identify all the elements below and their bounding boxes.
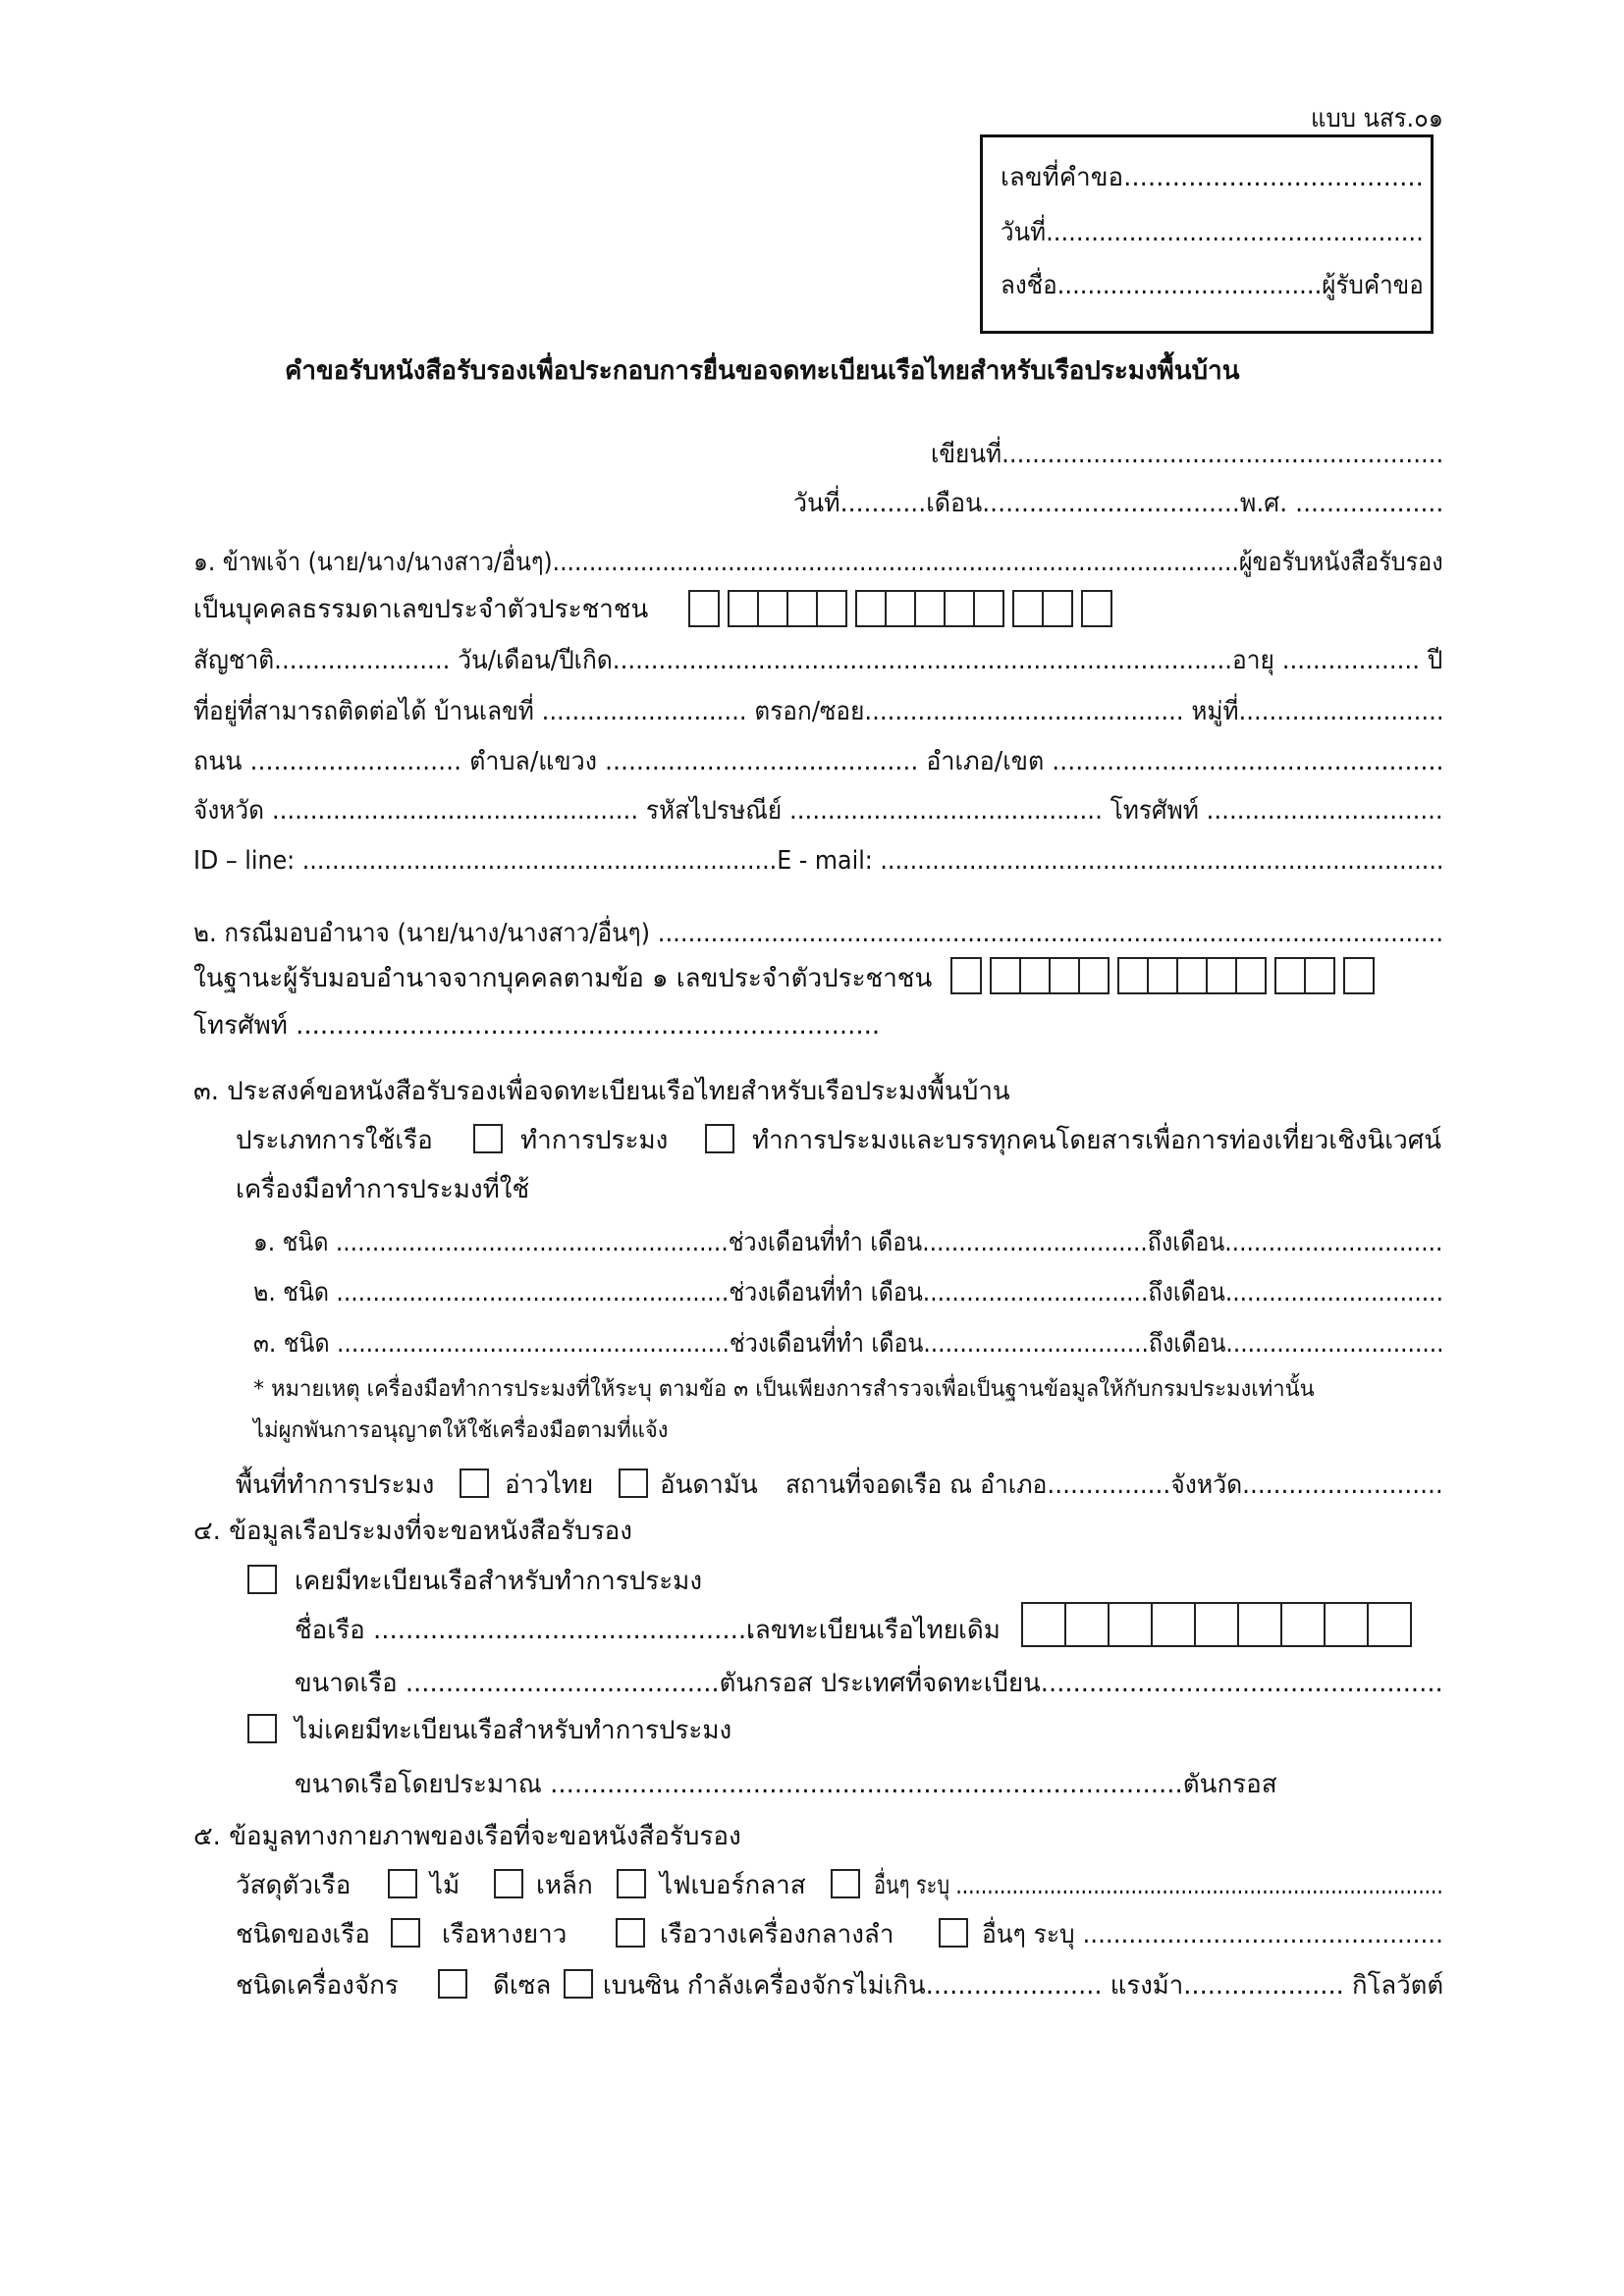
receiver-signature-field[interactable]: ลงชื่อ...................................ผู้รับคำขอ [1001,271,1424,300]
id-cell[interactable] [1274,957,1306,994]
s5-material-steel-checkbox[interactable] [494,1869,523,1898]
reg-cell[interactable] [1237,1602,1282,1647]
s3-usage-fishing-checkbox[interactable] [473,1124,503,1153]
form-code: แบบ นสร.๐๑ [1311,104,1444,133]
id-cell[interactable] [855,590,887,627]
form-title: คำขอรับหนังสือรับรองเพื่อประกอบการยื่นขอจดทะเบียนเรือไทยสำหรับเรือประมงพื้นบ้าน [285,356,1240,386]
id-cell[interactable] [914,590,946,627]
reg-cell[interactable] [1324,1602,1369,1647]
s3-usage-label: ประเภทการใช้เรือ [236,1126,433,1155]
s5-type-midengine-label: เรือวางเครื่องกลางลำ [660,1920,894,1949]
s3-heading: ๓. ประสงค์ขอหนังสือรับรองเพื่อจดทะเบียนเรือไทยสำหรับเรือประมงพื้นบ้าน [193,1077,1010,1106]
s5-material-steel-label: เหล็ก [536,1871,593,1900]
s4-unregistered-checkbox[interactable] [247,1714,277,1743]
id-cell[interactable] [1019,957,1051,994]
s4-old-reg-label: เลขทะเบียนเรือไทยเดิม [746,1616,1001,1645]
s4-heading: ๔. ข้อมูลเรือประมงที่จะขอหนังสือรับรอง [193,1517,632,1546]
s3-mooring-location[interactable]: สถานที่จอดเรือ ณ อำเภอ................จังหวัด.......................... [785,1470,1443,1500]
s1-address-line1[interactable]: ที่อยู่ที่สามารถติดต่อได้ บ้านเลขที่ ........................... ตรอก/ซอย.......................................... หมู่ที่........................... [193,697,1444,726]
s5-material-other-field[interactable]: อื่นๆ ระบุ .............................................................................. [874,1871,1443,1900]
reg-cell[interactable] [1021,1602,1066,1647]
reg-cell[interactable] [1151,1602,1196,1647]
s1-address-line2[interactable]: ถนน ........................... ตำบล/แขวง ........................................ อำเภอ/เขต .................................................. [193,747,1444,776]
s5-boat-type-label: ชนิดของเรือ [236,1920,370,1949]
s3-area-andaman-label: อันดามัน [660,1470,758,1500]
s5-engine-label: ชนิดเครื่องจักร [236,1971,399,2001]
written-at-field[interactable]: เขียนที่.......................................................... [931,440,1444,469]
s2-proxy-name[interactable]: ๒. กรณีมอบอำนาจ (นาย/นาง/นางสาว/อื่นๆ) ........................................................................................................ [193,919,1444,948]
s3-usage-tourism-label: ทำการประมงและบรรทุกคนโดยสารเพื่อการท่องเที่ยวเชิงนิเวศน์ [752,1126,1441,1155]
s1-id-number-grid[interactable] [690,590,1122,627]
id-cell[interactable] [816,590,847,627]
s3-tools-label: เครื่องมือทำการประมงที่ใช้ [236,1175,530,1204]
s4-registered-checkbox[interactable] [247,1565,277,1594]
s5-type-longtail-label: เรือหางยาว [442,1920,568,1949]
s1-applicant-name[interactable]: ๑. ข้าพเจ้า (นาย/นาง/นางสาว/อื่นๆ)..............................................................................................ผู้ขอรับหนังสือรับรอง [193,548,1443,577]
s2-id-number-grid[interactable] [952,957,1384,994]
s5-type-longtail-checkbox[interactable] [391,1918,420,1948]
s5-material-fiberglass-label: ไฟเบอร์กลาส [660,1871,806,1900]
s5-heading: ๕. ข้อมูลทางกายภาพของเรือที่จะขอหนังสือรับรอง [193,1822,741,1851]
s4-approx-size[interactable]: ขนาดเรือโดยประมาณ ..............................................................................ตันกรอส [295,1770,1277,1799]
id-cell[interactable] [990,957,1021,994]
s3-note-line2: ไม่ผูกพันการอนุญาตให้ใช้เครื่องมือตามที่แจ้ง [253,1418,669,1443]
reg-cell[interactable] [1280,1602,1326,1647]
id-cell[interactable] [1078,957,1110,994]
s3-area-gulf-checkbox[interactable] [460,1468,489,1498]
request-number-field[interactable]: เลขที่คำขอ..................................... [1001,163,1424,192]
s1-address-line3[interactable]: จังหวัด ................................................ รหัสไปรษณีย์ ......................................... โทรศัพท์ ............................... [193,796,1443,826]
s5-material-wood-checkbox[interactable] [388,1869,417,1898]
s1-line-email[interactable]: ID – line: ................................................................E - mail: ............................................................................ [193,846,1444,876]
id-cell[interactable] [1081,590,1112,627]
id-cell[interactable] [1304,957,1335,994]
s1-id-label: เป็นบุคคลธรรมดาเลขประจำตัวประชาชน [193,595,649,624]
s4-boat-name[interactable]: ชื่อเรือ ............................................... [295,1616,755,1645]
office-use-box [980,134,1434,334]
reg-cell[interactable] [1367,1602,1412,1647]
id-cell[interactable] [1176,957,1208,994]
s3-tool-1[interactable]: ๑. ชนิด ......................................................ช่วงเดือนที่ทำ เดือน...............................ถึงเดือน.............................. [253,1228,1443,1257]
s3-note-line1: * หมายเหตุ เครื่องมือทำการประมงที่ให้ระบุ ตามข้อ ๓ เป็นเพียงการสำรวจเพื่อเป็นฐานข้อมูลให้กับกรมประมงเท่านั้น [253,1377,1315,1402]
id-cell[interactable] [1117,957,1149,994]
s3-area-label: พื้นที่ทำการประมง [236,1470,435,1500]
s5-engine-diesel-label: ดีเซล [493,1971,552,2001]
id-cell[interactable] [786,590,818,627]
reg-cell[interactable] [1064,1602,1110,1647]
s5-engine-diesel-checkbox[interactable] [438,1969,467,1999]
s4-registered-label: เคยมีทะเบียนเรือสำหรับทำการประมง [295,1567,703,1596]
s5-material-label: วัสดุตัวเรือ [236,1871,352,1900]
id-cell[interactable] [950,957,982,994]
id-cell[interactable] [1343,957,1375,994]
id-cell[interactable] [885,590,916,627]
reg-cell[interactable] [1108,1602,1153,1647]
s5-engine-gasoline-checkbox[interactable] [564,1969,593,1999]
s4-unregistered-label: ไม่เคยมีทะเบียนเรือสำหรับทำการประมง [295,1716,732,1745]
s2-id-label: ในฐานะผู้รับมอบอำนาจจากบุคคลตามข้อ ๑ เลขประจำตัวประชาชน [193,964,933,993]
s1-nationality-dob-age[interactable]: สัญชาติ....................... วัน/เดือน/ปีเกิด.................................................................................อายุ .................. ปี [193,646,1443,675]
s3-area-gulf-label: อ่าวไทย [505,1470,594,1500]
s5-material-fiberglass-checkbox[interactable] [617,1869,646,1898]
s3-tool-3[interactable]: ๓. ชนิด ......................................................ช่วงเดือนที่ทำ เดือน...............................ถึงเดือน.............................. [253,1329,1444,1359]
id-cell[interactable] [973,590,1004,627]
s5-material-wood-label: ไม้ [430,1871,460,1900]
received-date-field[interactable]: วันที่.................................................. [1001,218,1424,247]
s5-type-other-field[interactable]: อื่นๆ ระบุ ............................................... [982,1920,1443,1949]
s5-material-other-checkbox[interactable] [831,1869,860,1898]
id-cell[interactable] [1235,957,1267,994]
s3-usage-fishing-label: ทำการประมง [520,1126,669,1155]
s4-old-reg-grid[interactable] [1023,1602,1412,1647]
id-cell[interactable] [1206,957,1237,994]
s3-usage-tourism-checkbox[interactable] [705,1124,734,1153]
reg-cell[interactable] [1194,1602,1239,1647]
id-cell[interactable] [1042,590,1073,627]
s3-area-andaman-checkbox[interactable] [619,1468,648,1498]
s5-engine-gasoline-power[interactable]: เบนซิน กำลังเครื่องจักรไม่เกิน...................... แรงม้า.................... กิโลวัตต์ [603,1971,1444,2001]
id-cell[interactable] [757,590,788,627]
id-cell[interactable] [1147,957,1178,994]
s5-type-other-checkbox[interactable] [939,1918,968,1948]
date-line-field[interactable]: วันที่...........เดือน.................................พ.ศ. ................... [793,489,1444,518]
id-cell[interactable] [688,590,720,627]
id-cell[interactable] [728,590,759,627]
id-cell[interactable] [1012,590,1044,627]
id-cell[interactable] [1049,957,1080,994]
s3-tool-2[interactable]: ๒. ชนิด ......................................................ช่วงเดือนที่ทำ เดือน...............................ถึงเดือน.............................. [253,1278,1444,1308]
id-cell[interactable] [944,590,975,627]
s4-boat-size-country[interactable]: ขนาดเรือ .......................................ตันกรอส ประเทศที่จดทะเบียน.................................................. [295,1669,1443,1698]
s2-phone[interactable]: โทรศัพท์ ........................................................................ [193,1011,881,1041]
s5-type-midengine-checkbox[interactable] [616,1918,645,1948]
